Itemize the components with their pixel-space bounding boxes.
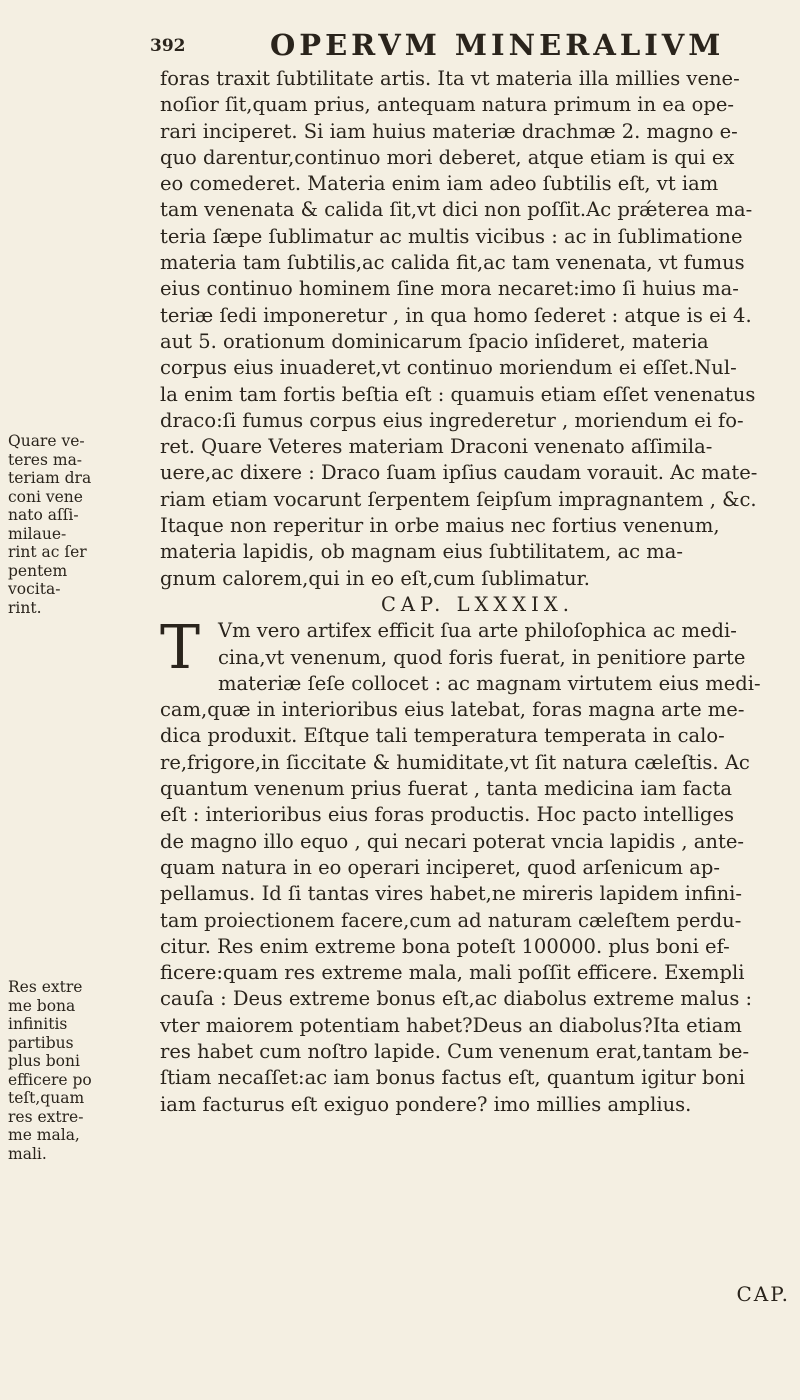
text-line: foras traxit ſubtilitate artis. Ita vt materia illa millies vene- (160, 67, 740, 90)
text-line: de magno illo equo , qui necari poterat vncia lapidis , ante- (160, 829, 744, 853)
margin-line: me bona (8, 996, 76, 1015)
text-line: aut 5. orationum dominicarum ſpacio inſideret, materia (160, 329, 709, 353)
text-line: ficere:quam res extreme mala, mali poſſit efficere. Exempli (160, 961, 745, 985)
margin-line: plus boni (8, 1052, 80, 1070)
margin-line: efficere po (8, 1070, 92, 1089)
text-line: citur. Res enim extreme bona poteſt 100000. plus boni ef- (160, 934, 730, 958)
text-line: quam natura in eo operari inciperet, quod arſenicum ap- (160, 855, 720, 879)
drop-capital: T (160, 613, 201, 684)
text-line: teria ſæpe ſublimatur ac multis vicibus : ac in ſublimatione (160, 224, 743, 248)
running-title: OPERVM MINERALIVM (270, 28, 725, 62)
text-line: cina,vt venenum, quod foris fuerat, in penitiore parte (218, 645, 746, 669)
margin-note-veteres (8, 432, 158, 617)
margin-line: me mala, (8, 1126, 80, 1144)
text-line: gnum calorem,qui in eo eſt,cum ſublimatur. (160, 566, 590, 590)
text-line: Vm vero artifex efficit ſua arte philoſophica ac medi- (218, 619, 737, 643)
text-line: draco:ſi fumus corpus eius ingrederetur , moriendum ei fo- (160, 408, 744, 432)
text-line: la enim tam fortis beſtia eſt : quamuis etiam eſſet venenatus (160, 382, 756, 406)
text-line: materiæ ſeſe collocet : ac magnam virtutem eius medi- (218, 671, 761, 695)
text-line: riam etiam vocarunt ſerpentem ſeipſum impragnantem , &c. (160, 487, 757, 511)
text-line: uere,ac dixere : Draco ſuam ipſius caudam vorauit. Ac mate- (160, 461, 758, 485)
text-line: iam facturus eſt exiguo pondere? imo millies amplius. (160, 1092, 692, 1116)
margin-line: rint ac ſer (8, 543, 87, 561)
text-line: ret. Quare Veteres materiam Draconi venenato aſſimila- (160, 435, 713, 459)
running-head (150, 20, 770, 60)
text-line: cam,quæ in interioribus eius latebat, foras magna arte me- (160, 698, 745, 722)
text-line: teriæ ſedi imponeretur , in qua homo ſederet : atque is ei 4. (160, 303, 752, 327)
margin-line: coni vene (8, 487, 83, 506)
margin-line: infinitis (8, 1015, 68, 1033)
text-line: dica produxit. Eſtque tali temperatura temperata in calo- (160, 724, 725, 748)
text-line: quo darentur,continuo mori deberet, atque etiam is qui ex (160, 145, 735, 169)
text-line: vter maiorem potentiam habet?Deus an diabolus?Ita etiam (160, 1013, 742, 1037)
text-line: res habet cum noſtro lapide. Cum venenum erat,tantam be- (160, 1039, 750, 1063)
text-line: materia tam ſubtilis,ac calida fit,ac tam venenata, vt fumus (160, 251, 745, 275)
text-line: noſior ſit,quam prius, antequam natura primum in ea ope- (160, 93, 734, 117)
text-line: Itaque non reperitur in orbe maius nec fortius venenum, (160, 514, 720, 538)
text-line: eius continuo hominem ſine mora necaret:imo ſi huius ma- (160, 277, 739, 301)
text-line: tam venenata & calida ſit,vt dici non poſſit.Ac prǽterea ma- (160, 198, 753, 222)
margin-line: partibus (8, 1033, 74, 1052)
text-line: pellamus. Id ſi tantas vires habet,ne mireris lapidem infini- (160, 882, 742, 906)
margin-line: nato aſſi- (8, 506, 79, 524)
text-line: eſt : interioribus eius foras productis. Hoc pacto intelliges (160, 803, 735, 827)
margin-line: pentem (8, 561, 68, 580)
margin-line: vocita- (8, 580, 61, 598)
text-line: ſtiam necaſſet:ac iam bonus factus eſt, quantum igitur boni (160, 1066, 746, 1090)
main-text-block (160, 66, 795, 1118)
text-line: tam proiectionem facere,cum ad naturam cæleſtem perdu- (160, 908, 742, 932)
margin-line: rint. (8, 598, 42, 617)
text-line: corpus eius inuaderet,vt continuo moriendum ei eſſet.Nul- (160, 356, 737, 380)
margin-line: teriam dra (8, 469, 92, 487)
chapter-heading: CAP. LXXXIX. (381, 592, 574, 616)
catchword: CAP. (736, 1282, 790, 1306)
margin-note-res-extreme (8, 978, 158, 1163)
text-line: cauſa : Deus extreme bonus eſt,ac diabolus extreme malus : (160, 987, 753, 1011)
text-line: re,frigore,in ſiccitate & humiditate,vt ſit natura cæleſtis. Ac (160, 750, 750, 774)
margin-line: Quare ve- (8, 432, 85, 450)
margin-line: mali. (8, 1144, 47, 1163)
text-line: quantum venenum prius fuerat , tanta medicina iam facta (160, 777, 733, 801)
margin-line: milaue- (8, 524, 67, 543)
margin-line: teres ma- (8, 450, 83, 469)
text-line: materia lapidis, ob magnam eius ſubtilitatem, ac ma- (160, 540, 683, 564)
text-line: eo comederet. Materia enim iam adeo ſubtilis eſt, vt iam (160, 172, 719, 196)
margin-line: Res extre (8, 978, 83, 996)
text-line: rari inciperet. Si iam huius materiæ drachmæ 2. magno e- (160, 119, 738, 143)
margin-line: teſt,quam (8, 1089, 85, 1107)
margin-line: res extre- (8, 1107, 84, 1126)
page-number: 392 (150, 36, 186, 56)
